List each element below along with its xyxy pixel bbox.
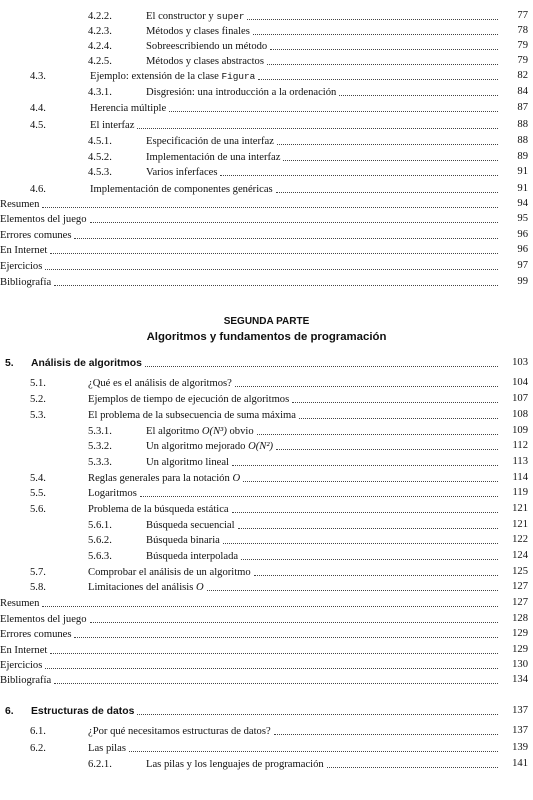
toc-chapter-entry — [0, 356, 533, 370]
dot-leader — [267, 64, 498, 65]
toc-entry — [0, 85, 533, 99]
toc-entry-page-number: 129 — [512, 628, 528, 639]
toc-entry — [0, 455, 533, 469]
toc-entry-title-text: Búsqueda interpolada — [146, 551, 239, 562]
toc-entry-number: 4.2.2. — [88, 11, 112, 22]
toc-entry — [0, 673, 533, 687]
toc-entry-title-text: Varios inferfaces — [146, 167, 218, 178]
toc-entry — [0, 165, 533, 179]
toc-entry — [0, 741, 533, 755]
toc-entry — [0, 212, 533, 226]
toc-entry-number: 5.1. — [30, 378, 46, 389]
toc-entry-title-text: Ejercicios — [0, 660, 43, 671]
dot-leader — [45, 269, 498, 270]
dot-leader — [137, 128, 498, 129]
dot-leader — [258, 79, 498, 80]
dot-leader — [276, 449, 498, 450]
dot-leader — [235, 386, 498, 387]
toc-entry-number: 4.5.2. — [88, 152, 112, 163]
toc-entry-page-number: 99 — [517, 276, 528, 287]
toc-entry-title-text: Elementos del juego — [0, 614, 87, 625]
toc-entry-page-number: 124 — [512, 550, 528, 561]
dot-leader — [247, 19, 498, 20]
toc-entry — [0, 134, 533, 148]
dot-leader — [276, 192, 498, 193]
toc-entry-page-number: 127 — [512, 597, 528, 608]
toc-entry-title-text: Análisis de algoritmos — [31, 358, 142, 369]
toc-entry-number: 4.3. — [30, 71, 46, 82]
toc-entry-title-text: Implementación de componentes genéricas — [90, 184, 273, 195]
toc-entry-number: 6.2. — [30, 743, 46, 754]
toc-entry-page-number: 103 — [512, 357, 528, 368]
toc-entry-page-number: 134 — [512, 674, 528, 685]
toc-entry-page-number: 91 — [517, 166, 528, 177]
toc-entry-math-term: O(N²) — [248, 441, 274, 452]
toc-entry-page-number: 127 — [512, 581, 528, 592]
toc-entry-title-text: Las pilas — [88, 743, 126, 754]
dot-leader — [90, 222, 499, 223]
toc-entry-title — [0, 276, 51, 289]
dot-leader — [42, 207, 498, 208]
dot-leader — [232, 465, 498, 466]
toc-entry-page-number: 121 — [512, 503, 528, 514]
dot-leader — [238, 528, 498, 529]
dot-leader — [270, 49, 498, 50]
toc-entry-title — [0, 198, 39, 211]
toc-entry-title-text: Estructuras de datos — [31, 706, 135, 717]
toc-entry-number: 5. — [5, 358, 14, 369]
toc-entry-page-number: 78 — [517, 25, 528, 36]
toc-entry — [0, 150, 533, 164]
toc-entry-page-number: 119 — [512, 487, 528, 498]
toc-entry-title-text: Disgresión: una introducción a la ordenación — [146, 87, 337, 98]
toc-entry-number: 6. — [5, 706, 14, 717]
toc-entry-title-text: Las pilas y los lenguajes de programación — [146, 759, 324, 770]
toc-entry-page-number: 96 — [517, 229, 528, 240]
toc-entry-page-number: 84 — [517, 86, 528, 97]
toc-entry-title — [90, 119, 134, 132]
toc-entry-number: 6.1. — [30, 726, 46, 737]
toc-entry-title-text: ¿Qué es el análisis de algoritmos? — [88, 378, 232, 389]
toc-entry-page-number: 79 — [517, 40, 528, 51]
toc-entry — [0, 39, 533, 53]
toc-entry — [0, 9, 533, 23]
toc-entry — [0, 197, 533, 211]
toc-entry — [0, 54, 533, 68]
toc-entry-math-term: O(N³) — [201, 426, 227, 437]
toc-entry-title — [0, 628, 71, 641]
toc-entry-title — [0, 644, 47, 657]
toc-entry — [0, 424, 533, 438]
toc-entry-title-text: Elementos del juego — [0, 214, 87, 225]
toc-entry-title-text: Resumen — [0, 199, 40, 210]
toc-entry-page-number: 88 — [517, 119, 528, 130]
toc-entry — [0, 502, 533, 516]
toc-entry-title-text: Logaritmos — [88, 488, 137, 499]
dot-leader — [50, 653, 498, 654]
toc-entry-title — [146, 166, 217, 179]
dot-leader — [241, 559, 498, 560]
toc-entry — [0, 376, 533, 390]
toc-entry — [0, 643, 533, 657]
toc-entry-page-number: 113 — [512, 456, 528, 467]
toc-entry — [0, 658, 533, 672]
toc-entry-title-text: Especificación de una interfaz — [146, 136, 274, 147]
toc-entry — [0, 24, 533, 38]
toc-entry-page-number: 114 — [512, 472, 528, 483]
toc-entry-title — [146, 440, 273, 453]
toc-entry-title-text: El interfaz — [90, 120, 135, 131]
toc-entry — [0, 627, 533, 641]
toc-entry-title-text: En Internet — [0, 645, 48, 656]
dot-leader — [254, 575, 498, 576]
toc-entry-number: 5.7. — [30, 567, 46, 578]
dot-leader — [137, 714, 498, 715]
toc-entry-title — [88, 487, 137, 500]
toc-entry-number: 4.5. — [30, 120, 46, 131]
toc-entry-title — [0, 260, 42, 273]
toc-entry — [0, 392, 533, 406]
toc-entry-number: 5.3.3. — [88, 457, 112, 468]
dot-leader — [257, 434, 498, 435]
toc-entry — [0, 259, 533, 273]
toc-entry-title-text: En Internet — [0, 245, 48, 256]
toc-entry-title-text: Búsqueda binaria — [146, 535, 220, 546]
toc-entry-title — [90, 70, 255, 83]
toc-entry-title-text: Reglas generales para la notación — [88, 473, 233, 484]
toc-entry-page-number: 112 — [512, 440, 528, 451]
toc-entry-number: 5.4. — [30, 473, 46, 484]
toc-entry-page-number: 108 — [512, 409, 528, 420]
toc-entry-number: 5.5. — [30, 488, 46, 499]
toc-entry-title — [88, 503, 229, 516]
toc-entry — [0, 101, 533, 115]
toc-entry-page-number: 121 — [512, 519, 528, 530]
toc-entry-page-number: 137 — [512, 725, 528, 736]
toc-entry-title-text: Un algoritmo lineal — [146, 457, 229, 468]
dot-leader — [54, 285, 498, 286]
toc-entry-title — [88, 566, 251, 579]
dot-leader — [274, 734, 498, 735]
toc-entry-title — [0, 229, 71, 242]
toc-entry — [0, 486, 533, 500]
toc-entry-title-text: Implementación de una interfaz — [146, 152, 281, 163]
toc-entry — [0, 408, 533, 422]
toc-entry-title-text: Ejemplos de tiempo de ejecución de algoritmos — [88, 394, 290, 405]
toc-entry-title — [88, 377, 232, 390]
toc-entry-title-text: Herencia múltiple — [90, 103, 167, 114]
toc-entry-title — [146, 86, 336, 99]
dot-leader — [277, 144, 498, 145]
toc-entry-title-text: El problema de la subsecuencia de suma máxima — [88, 410, 296, 421]
toc-entry-number: 4.5.1. — [88, 136, 112, 147]
toc-entry-title — [88, 742, 126, 755]
toc-entry-title-text: Ejemplo: extensión de la clase — [90, 71, 222, 82]
toc-entry — [0, 182, 533, 196]
toc-entry-number: 6.2.1. — [88, 759, 112, 770]
toc-entry — [0, 471, 533, 485]
toc-entry-title-text: Limitaciones del análisis — [88, 582, 196, 593]
toc-entry-title-text: Bibliografía — [0, 277, 52, 288]
toc-entry — [0, 533, 533, 547]
toc-entry-number: 5.8. — [30, 582, 46, 593]
dot-leader — [232, 512, 498, 513]
toc-entry-page-number: 82 — [517, 70, 528, 81]
toc-entry — [0, 69, 533, 83]
toc-entry-title — [146, 519, 235, 532]
toc-entry — [0, 228, 533, 242]
toc-entry-page-number: 107 — [512, 393, 528, 404]
dot-leader — [283, 160, 498, 161]
toc-entry-title — [88, 581, 204, 594]
toc-entry — [0, 565, 533, 579]
toc-entry — [0, 518, 533, 532]
toc-entry-title — [146, 10, 244, 23]
toc-chapter-entry — [0, 704, 533, 718]
toc-entry-title — [0, 244, 47, 257]
toc-entry-title-text: Problema de la búsqueda estática — [88, 504, 229, 515]
toc-entry-number: 4.5.3. — [88, 167, 112, 178]
toc-entry-page-number: 141 — [512, 758, 528, 769]
toc-entry-title-text: Resumen — [0, 598, 40, 609]
dot-leader — [243, 481, 498, 482]
dot-leader — [327, 767, 498, 768]
toc-entry-page-number: 77 — [517, 10, 528, 21]
toc-entry-number: 4.2.4. — [88, 41, 112, 52]
toc-entry-title-text: Ejercicios — [0, 261, 43, 272]
toc-entry-title-text: El algoritmo — [146, 426, 202, 437]
toc-entry-number: 5.6.3. — [88, 551, 112, 562]
toc-entry-number: 5.3.1. — [88, 426, 112, 437]
toc-entry-page-number: 88 — [517, 135, 528, 146]
toc-entry-page-number: 137 — [512, 705, 528, 716]
toc-entry-math-term: O — [195, 582, 204, 593]
toc-entry-page-number: 128 — [512, 613, 528, 624]
toc-entry-title-text: Búsqueda secuencial — [146, 520, 235, 531]
dot-leader — [129, 751, 498, 752]
toc-entry-title-text: El constructor y — [146, 11, 217, 22]
toc-entry-title — [90, 102, 166, 115]
dot-leader — [50, 253, 498, 254]
toc-entry-page-number: 89 — [517, 151, 528, 162]
toc-entry-title — [88, 472, 240, 485]
toc-entry-number: 5.6. — [30, 504, 46, 515]
toc-entry-number: 5.6.2. — [88, 535, 112, 546]
toc-entry-title — [146, 456, 229, 469]
toc-entry — [0, 724, 533, 738]
part-label: SEGUNDA PARTE — [223, 316, 310, 327]
toc-entry-number: 4.6. — [30, 184, 46, 195]
toc-entry-title — [90, 183, 273, 196]
part-title: Algoritmos y fundamentos de programación — [146, 331, 387, 343]
toc-entry-title — [146, 550, 238, 563]
toc-entry — [0, 275, 533, 289]
toc-entry-page-number: 97 — [517, 260, 528, 271]
toc-entry — [0, 118, 533, 132]
toc-entry-title-text: Errores comunes — [0, 230, 72, 241]
toc-entry-title — [146, 40, 267, 53]
dot-leader — [220, 175, 498, 176]
toc-entry-page-number: 125 — [512, 566, 528, 577]
dot-leader — [169, 111, 498, 112]
toc-entry-title-text: ¿Por qué necesitamos estructuras de datos? — [88, 726, 271, 737]
toc-entry-title — [146, 151, 280, 164]
dot-leader — [74, 637, 498, 638]
toc-entry — [0, 612, 533, 626]
toc-entry-title — [88, 725, 271, 738]
toc-entry-title-suffix: obvio — [226, 426, 254, 437]
toc-entry-title — [31, 705, 134, 718]
toc-entry-title-text: Comprobar el análisis de un algoritmo — [88, 567, 251, 578]
toc-entry-number: 4.2.3. — [88, 26, 112, 37]
toc-entry — [0, 757, 533, 771]
toc-entry-title — [0, 597, 39, 610]
toc-entry-page-number: 104 — [512, 377, 528, 388]
dot-leader — [223, 543, 498, 544]
toc-entry — [0, 549, 533, 563]
toc-entry-page-number: 95 — [517, 213, 528, 224]
toc-entry-number: 5.2. — [30, 394, 46, 405]
toc-entry-title — [0, 659, 42, 672]
toc-entry-page-number: 139 — [512, 742, 528, 753]
dot-leader — [90, 622, 499, 623]
toc-entry-math-term: O — [232, 473, 241, 484]
toc-entry-number: 4.3.1. — [88, 87, 112, 98]
toc-entry — [0, 596, 533, 610]
dot-leader — [45, 668, 498, 669]
toc-entry-page-number: 129 — [512, 644, 528, 655]
toc-entry-number: 5.3.2. — [88, 441, 112, 452]
toc-entry-title — [146, 534, 220, 547]
toc-entry-code-term: super — [216, 11, 245, 22]
toc-entry-title — [146, 425, 254, 438]
toc-entry-title-text: Métodos y clases abstractos — [146, 56, 264, 67]
toc-entry-title — [146, 25, 250, 38]
dot-leader — [42, 606, 498, 607]
toc-entry-title-text: Bibliografía — [0, 675, 52, 686]
dot-leader — [299, 418, 498, 419]
toc-entry-page-number: 96 — [517, 244, 528, 255]
toc-entry-page-number: 122 — [512, 534, 528, 545]
dot-leader — [292, 402, 498, 403]
toc-entry-number: 4.2.5. — [88, 56, 112, 67]
toc-entry-title — [0, 613, 87, 626]
toc-entry-title-text: Un algoritmo mejorado — [146, 441, 249, 452]
dot-leader — [339, 95, 498, 96]
toc-entry-title — [0, 674, 51, 687]
toc-entry-page-number: 79 — [517, 55, 528, 66]
toc-entry-page-number: 130 — [512, 659, 528, 670]
toc-entry-number: 5.6.1. — [88, 520, 112, 531]
toc-entry-title — [31, 357, 142, 370]
dot-leader — [253, 34, 498, 35]
toc-entry-title — [146, 135, 274, 148]
dot-leader — [145, 366, 498, 367]
toc-entry-number: 4.4. — [30, 103, 46, 114]
toc-entry-title-text: Errores comunes — [0, 629, 72, 640]
toc-entry-title-text: Métodos y clases finales — [146, 26, 250, 37]
toc-entry-title — [146, 758, 324, 771]
dot-leader — [207, 590, 498, 591]
toc-entry-code-term: Figura — [221, 71, 256, 82]
toc-entry-title — [88, 409, 296, 422]
dot-leader — [140, 496, 498, 497]
toc-entry-page-number: 94 — [517, 198, 528, 209]
toc-entry — [0, 243, 533, 257]
toc-entry-title — [0, 213, 87, 226]
toc-entry-title-text: Sobreescribiendo un método — [146, 41, 268, 52]
dot-leader — [74, 238, 498, 239]
toc-entry-title — [146, 55, 264, 68]
toc-entry-title — [88, 393, 289, 406]
dot-leader — [54, 683, 498, 684]
toc-entry-number: 5.3. — [30, 410, 46, 421]
toc-entry — [0, 439, 533, 453]
toc-entry-page-number: 91 — [517, 183, 528, 194]
toc-entry-page-number: 87 — [517, 102, 528, 113]
toc-entry-page-number: 109 — [512, 425, 528, 436]
toc-entry — [0, 580, 533, 594]
